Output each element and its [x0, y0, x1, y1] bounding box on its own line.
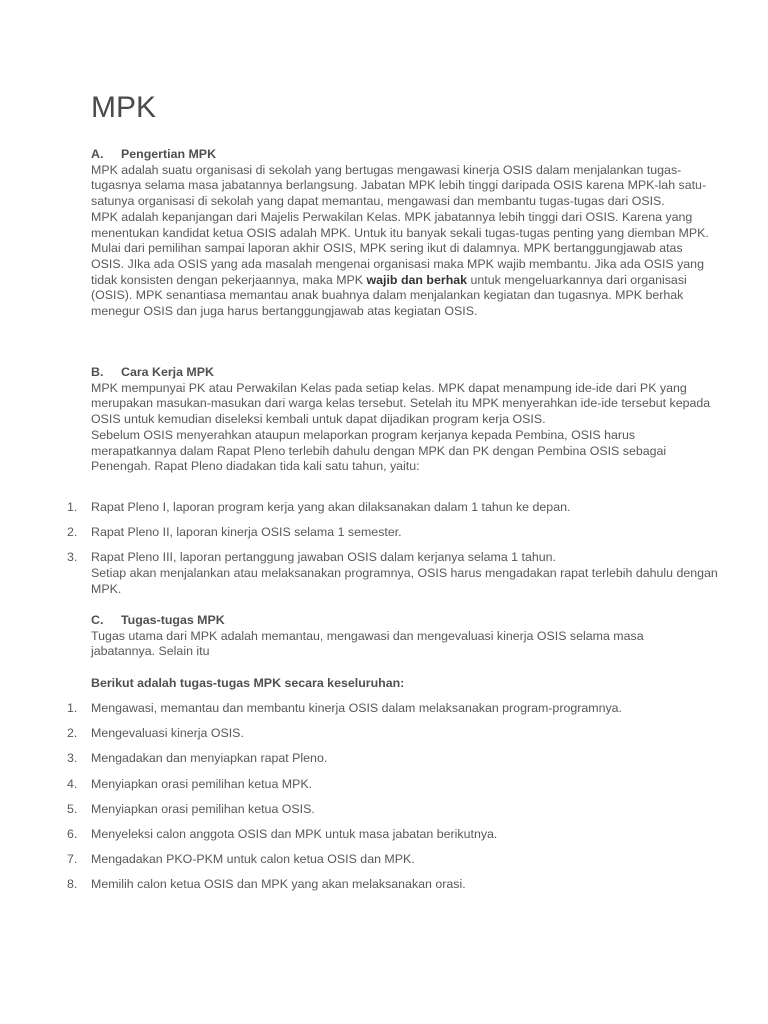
- list-item: [0, 726, 720, 742]
- list-item: [0, 751, 720, 767]
- section-a-p2-text-after: untuk mengeluarkannya dari organisasi (OSIS). MPK senantiasa memantau anak buahnya dalam menjalankan kegiatan dan tugasnya. MPK berhak menegur OSIS dan juga harus bertanggungjawab atas kegiatan OSIS.: [91, 272, 687, 319]
- section-b-heading: [91, 365, 711, 381]
- rapat-pleno-list: [0, 500, 720, 607]
- section-a-paragraph-1: MPK adalah suatu organisasi di sekolah yang bertugas mengawasi kinerja OSIS dalam menjalankan tugas-tugasnya selama masa jabatannya berlangsung. Jabatan MPK lebih tinggi daripada OSIS karena MPK-lah satu-satunya organisasi di sekolah yang dapat memantau, mengawasi dan membantu tugas-tugas dari OSIS.: [91, 162, 707, 209]
- section-a-p2-text-before: MPK adalah kepanjangan dari Majelis Perwakilan Kelas. MPK jabatannya lebih tinggi dari OSIS. Karena yang menentukan kandidat ketua OSIS adalah MPK. Untuk itu banyak sekali tugas-tugas penting yang diemban MPK. Mulai dari pemilihan sampai laporan akhir OSIS, MPK sering ikut di dalamnya. MPK bertanggungjawab atas OSIS. JIka ada OSIS yang ada masalah mengenai organisasi maka MPK wajib membantu. Jika ada OSIS yang tidak konsisten dengan pekerjaannya, maka MPK: [91, 209, 709, 287]
- list-item-text: Menyiapkan orasi pemilihan ketua MPK.: [91, 776, 313, 791]
- list-item-number: 6.: [67, 827, 78, 842]
- section-a-heading: [91, 147, 711, 163]
- section-c-paragraph-1: Tugas utama dari MPK adalah memantau, mengawasi dan mengevaluasi kinerja OSIS selama masa jabatannya. Selain itu: [91, 628, 644, 659]
- list-item-text: Mengawasi, memantau dan membantu kinerja OSIS dalam melaksanakan program-programnya.: [91, 701, 622, 715]
- list-item: [0, 525, 720, 541]
- section-b-paragraph-2: Sebelum OSIS menyerahkan ataupun melaporkan program kerjanya kepada Pembina, OSIS harus merapatkannya dalam Rapat Pleno terlebih dahulu dengan MPK dan PK dengan Pembina OSIS sebagai Penengah. Rapat Pleno diadakan tida kali satu tahun, yaitu:: [91, 427, 667, 474]
- section-a-paragraph-2: [91, 210, 711, 320]
- list-item-number: 4.: [67, 776, 78, 791]
- list-item-number: 3.: [67, 550, 78, 565]
- list-item: [0, 500, 720, 516]
- list-item: [0, 802, 720, 818]
- list-item-text: Menyiapkan orasi pemilihan ketua OSIS.: [91, 801, 315, 816]
- section-a-title: Pengertian MPK: [121, 147, 217, 161]
- list-item: [0, 827, 720, 843]
- list-item-text: Rapat Pleno III, laporan pertanggung jawaban OSIS dalam kerjanya selama 1 tahun.: [91, 550, 556, 565]
- section-a-p2-bold: wajib dan berhak: [366, 272, 468, 287]
- list-item: [0, 550, 720, 597]
- list-item-number: 2.: [67, 525, 78, 540]
- list-item-text: Rapat Pleno II, laporan kinerja OSIS selama 1 semester.: [91, 525, 402, 540]
- list-item: [0, 877, 720, 893]
- list-item-text: Rapat Pleno I, laporan program kerja yang akan dilaksanakan dalam 1 tahun ke depan.: [91, 500, 571, 514]
- list-item-number: 2.: [67, 726, 78, 741]
- list-note: Setiap akan menjalankan atau melaksanakan programnya, OSIS harus mengadakan rapat terlebih dahulu dengan MPK.: [91, 566, 718, 596]
- tugas-mpk-list: [0, 701, 720, 903]
- list-item-number: 1.: [67, 701, 78, 715]
- section-b-title: Cara Kerja MPK: [121, 365, 214, 379]
- section-b: [91, 365, 711, 475]
- list-item-text: Menyeleksi calon anggota OSIS dan MPK untuk masa jabatan berikutnya.: [91, 827, 498, 842]
- list-item-number: 5.: [67, 801, 78, 816]
- section-b-paragraph-1: MPK mempunyai PK atau Perwakilan Kelas pada setiap kelas. MPK dapat menampung ide-ide dari PK yang merupakan masukan-masukan dari warga kelas tersebut. Setelah itu MPK menyerahkan ide-ide tersebut kepada OSIS untuk kemudian diseleksi kembali untuk dapat dijadikan program kerja OSIS.: [91, 380, 711, 427]
- section-c-subheading: Berikut adalah tugas-tugas MPK secara keseluruhan:: [91, 676, 405, 691]
- section-b-letter: B.: [91, 365, 104, 379]
- section-a-letter: A.: [91, 147, 104, 161]
- list-item-text: Mengevaluasi kinerja OSIS.: [91, 726, 244, 741]
- section-c-letter: C.: [91, 613, 104, 627]
- list-item-number: 8.: [67, 877, 78, 892]
- list-item-text: Mengadakan PKO-PKM untuk calon ketua OSIS dan MPK.: [91, 852, 415, 867]
- section-c-title: Tugas-tugas MPK: [121, 613, 225, 627]
- section-c-heading: [91, 613, 711, 629]
- list-item-text: Mengadakan dan menyiapkan rapat Pleno.: [91, 751, 328, 766]
- list-item-number: 3.: [67, 751, 78, 766]
- section-c: [91, 613, 711, 692]
- list-item: [0, 777, 720, 793]
- list-item-number: 7.: [67, 852, 78, 867]
- section-a: [91, 147, 711, 320]
- list-item-number: 1.: [67, 500, 78, 514]
- list-item: [0, 852, 720, 868]
- list-item: [0, 701, 720, 717]
- document-title: MPK: [91, 91, 157, 124]
- list-item-text: Memilih calon ketua OSIS dan MPK yang akan melaksanakan orasi.: [91, 877, 466, 892]
